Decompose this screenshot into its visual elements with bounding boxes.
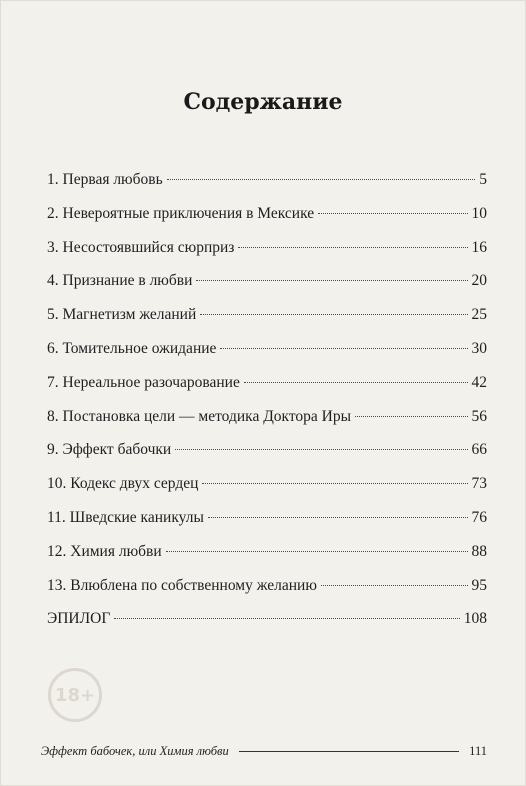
dot-leader xyxy=(175,449,467,450)
toc-entry[interactable] xyxy=(47,374,487,408)
toc-entry-title: 3. Несостоявшийся сюрприз xyxy=(47,238,235,256)
toc-entry[interactable] xyxy=(47,340,487,374)
dot-leader xyxy=(114,618,459,619)
toc-entry-title: 13. Влюблена по собственному желанию xyxy=(47,576,317,594)
table-of-contents xyxy=(47,171,487,644)
dot-leader xyxy=(202,483,467,484)
dot-leader xyxy=(244,382,468,383)
toc-entry-page: 95 xyxy=(471,576,487,594)
toc-entry[interactable] xyxy=(47,306,487,340)
toc-entry-title: 7. Нереальное разочарование xyxy=(47,373,240,391)
toc-entry-page: 73 xyxy=(471,475,487,493)
toc-entry-title: 5. Магнетизм желаний xyxy=(47,306,197,324)
toc-entry[interactable] xyxy=(47,543,487,577)
dot-leader xyxy=(321,585,468,586)
dot-leader xyxy=(200,314,467,315)
dot-leader xyxy=(355,416,467,417)
toc-entry[interactable] xyxy=(47,577,487,611)
toc-entry-title: 10. Кодекс двух сердец xyxy=(47,475,199,493)
toc-entry-title: 4. Признание в любви xyxy=(47,272,193,290)
page-title: Содержание xyxy=(183,89,343,115)
toc-entry-title: 6. Томительное ожидание xyxy=(47,339,217,357)
toc-entry-page: 16 xyxy=(471,238,487,256)
toc-entry[interactable] xyxy=(47,205,487,239)
toc-entry-page: 20 xyxy=(471,272,487,290)
dot-leader xyxy=(238,247,467,248)
toc-entry[interactable] xyxy=(47,509,487,543)
footer-rule xyxy=(239,751,459,752)
toc-entry-title: 12. Химия любви xyxy=(47,542,162,560)
dot-leader xyxy=(208,517,468,518)
toc-entry[interactable] xyxy=(47,408,487,442)
toc-entry-title: 9. Эффект бабочки xyxy=(47,441,172,459)
dot-leader xyxy=(196,280,467,281)
toc-entry[interactable] xyxy=(47,272,487,306)
running-title: Эффект бабочек, или Химия любви xyxy=(41,744,229,758)
toc-entry-title: 1. Первая любовь xyxy=(47,171,163,188)
toc-entry-page: 5 xyxy=(479,171,487,188)
toc-entry[interactable] xyxy=(47,441,487,475)
toc-entry-page: 76 xyxy=(471,508,487,526)
page-number: 111 xyxy=(469,744,487,758)
age-rating-badge: 18+ xyxy=(48,668,102,722)
toc-entry-title: 2. Невероятные приключения в Мексике xyxy=(47,204,315,222)
toc-entry[interactable] xyxy=(47,610,487,644)
toc-entry-page: 10 xyxy=(471,204,487,222)
dot-leader xyxy=(166,551,468,552)
toc-entry-title: 11. Шведские каникулы xyxy=(47,508,204,526)
dot-leader xyxy=(167,179,476,180)
toc-entry-page: 88 xyxy=(471,542,487,560)
toc-entry-page: 56 xyxy=(471,407,487,425)
toc-entry-page: 25 xyxy=(471,306,487,324)
dot-leader xyxy=(220,348,467,349)
toc-entry-page: 108 xyxy=(463,610,487,628)
toc-entry-page: 66 xyxy=(471,441,487,459)
toc-entry[interactable] xyxy=(47,239,487,273)
toc-entry-title: ЭПИЛОГ xyxy=(47,610,111,628)
toc-entry[interactable] xyxy=(47,171,487,205)
toc-entry-page: 42 xyxy=(471,373,487,391)
page-footer xyxy=(41,744,487,759)
toc-entry-page: 30 xyxy=(471,339,487,357)
toc-entry-title: 8. Постановка цели — методика Доктора Иры xyxy=(47,407,352,425)
toc-entry[interactable] xyxy=(47,475,487,509)
dot-leader xyxy=(318,213,467,214)
